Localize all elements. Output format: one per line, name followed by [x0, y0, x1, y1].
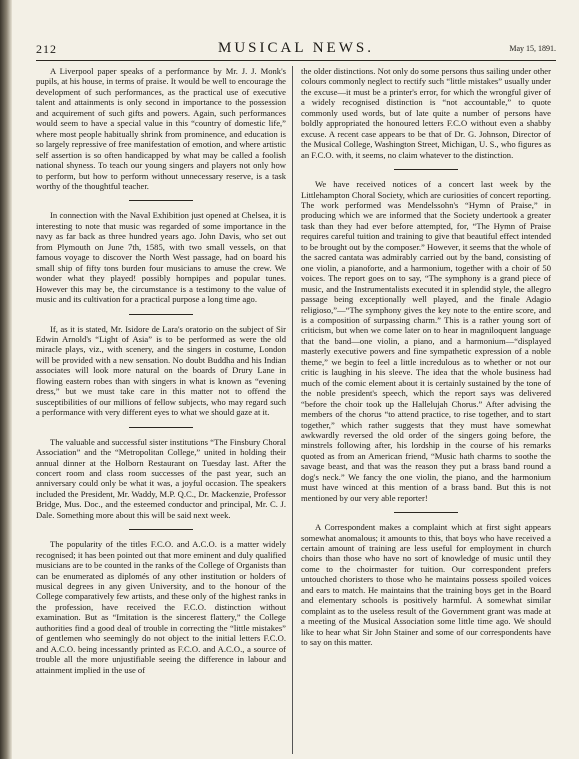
masthead-title: MUSICAL NEWS.: [218, 40, 374, 56]
article-separator: [394, 169, 458, 170]
article-separator: [129, 314, 193, 315]
article-littlehampton-concert: We have received notices of a concert last week by the Littlehampton Choral Society, which are curiosities of concert reporting. The work performed was Mendelssohn's “Hymn of Praise,” in producing which we are informed that the Society undertook a greater task than they had ever before attempted, for, “The Hymn of Praise requires careful tuition and training to give that beautiful effect intended to be brought out by the composer.” However, it seems that the whole of the sacred cantata was admirably carried out by the band, consisting of one violin, a pianoforte, and a harmonium, together with a choir of 50 voices. The report goes on to say, “The symphony is a grand piece of music, and the Instrumentalists executed it in splendid style, the allegro passage being exceptionally well played, and the finale Adagio religioso,”—“The symphony gives the key note to the entire score, and is a composition of surpassing charm.” This is a rather young sort of criticism, but when we come later on to hear in magniloquent language that the band—one violin, a piano, and a harmonium—“displayed masterly executive powers and fine sympathetic expression of a noble theme,” we begin to feel a little incredulous as to whether or not our critic is laughing in his sleeve. The idea that the whole business had much of the comic element about it is certainly sustained by the tone of the noble president's speech, which the report says was delivered “before the choir took up the Hallelujah Chorus.” After advising the members of the chorus “to attend practice, to rise together, and to start together,” which rather suggests that they must have somewhat awkwardly reversed the old order of the singers going before, the minstrels following after, his lordship in the course of his remarks quoted as from an American friend, “Music hath charms to soothe the savage beast, and that was the reason they put a brass band round a dog's neck.” We fancy the one violin, the piano, and the harmonium must have winced at this mention of a brass band. But this is not mentioned by our very able reporter!: [301, 179, 551, 503]
header-rule: [36, 60, 556, 61]
article-separator: [129, 529, 193, 530]
column-divider: [292, 66, 293, 754]
article-light-of-asia: If, as it is stated, Mr. Isidore de Lara's oratorio on the subject of Sir Edwin Arnold's “Light of Asia” is to be performed as were the old miracle plays, viz., with scenery, and the singers in costume, London will be provided with a new sensation. No doubt Buddha and his Indian associates will look more natural on the boards of Drury Lane in flowing eastern robes than with singers in what is known as “evening dress,” but we must take care in this matter not to offend the susceptibilities of our millions of fellow subjects, who may regard such a performance with very different eyes to what we should gaze at it.: [36, 323, 286, 418]
right-column: [301, 66, 551, 754]
page-binding-shadow: [0, 0, 12, 759]
article-naval-exhibition: In connection with the Naval Exhibition just opened at Chelsea, it is interesting to note that music was regarded of some importance in the navy as far back as three hundred years ago. John Davis, who set out from Plymouth on June 7th, 1585, with two small vessels, on that famous voyage to discover the North West passage, had on board his small ship of fifty tons burden four musicians to amuse the crew. We wonder what they played! possibly hornpipes and popular tunes. However this may be, the circumstance is a testimony to the value of music and its cultivation for a practical purpose a long time ago.: [36, 210, 286, 305]
article-fco-aco-titles: The popularity of the titles F.C.O. and A.C.O. is a matter widely recognised; it has been pointed out that more eminent and duly qualified musicians are to be counted in the ranks of the College of Organists than can be enumerated as diplomés of any other institution or holders of musical degrees in any given University, and to the honour of the College comparatively few artists, and these only of the highest ranks in the profession, have received the F.C.O. distinction without examination. But as “Imitation is the sincerest flattery,” the College authorities find a good deal of trouble in correcting the “little mistakes” of gentlemen who seemingly do not object to the initial letters F.C.O. and A.C.O. being incessantly printed as F.C.O. and A.C.O., a source of trouble all the more unjustifiable seeing the difference in labour and attainment implied in the use of: [36, 539, 286, 675]
article-separator: [129, 200, 193, 201]
page-number: 212: [36, 42, 57, 56]
article-fco-aco-continued: the older distinctions. Not only do some persons thus sailing under other colours commonly neglect to rectify such “little mistakes” usually under the excuse—it must be a printer's error, for which the wrongful giver of a widely recognised distinction is “not accountable,” to quote commonly used words, but of late quite a number of persons have boldly appropriated the honoured letters F.C.O without even a shabby excuse. A recent case appears to be that of Dr. G. Johnson, Director of the Musical College, Washington Street, Michigan, U. S., who figures as an F.C.O. with, it seems, no claim whatever to the distinction.: [301, 66, 551, 160]
left-column: [36, 66, 286, 754]
article-correspondent-complaint: A Correspondent makes a complaint which at first sight appears somewhat anomalous; it amounts to this, that boys who have received a certain amount of training are less useful for employment in church choirs than those who have no sort of knowledge of music until they come to the choirmaster for tuition. Our correspondent prefers untouched choristers to those who he maintains possess spoiled voices and ears to match. He maintains that the training boys get in the Board and elementary schools is positively harmful. A somewhat similar complaint as to the useless result of the Government grant was made at a meeting of the Musical Association some little time ago. We should like to hear what Sir John Stainer and some of our correspondents have to say on this matter.: [301, 522, 551, 648]
article-liverpool-performance: A Liverpool paper speaks of a performance by Mr. J. J. Monk's pupils, at his house, in terms of praise. It would be well to encourage the development of such performances, as the practical use of executive talent and attainments is only second in importance to the possession and acquirement of such gifts and powers. Again, such performances would seem to have a special value in this “country of domestic life,” where most people habitually shrink from prominence, and education is so largely repressive of free manifestation of emotion, and where artistic self assertion is so often handicapped by what may be called a foolish national shyness. To teach our young singers and players not only how to perform, but how to perform without unnecessary reserve, is a task worthy of the thoughtful teacher.: [36, 66, 286, 191]
article-separator: [129, 427, 193, 428]
article-finsbury-choral-dinner: The valuable and successful sister institutions “The Finsbury Choral Association” and the “Metropolitan College,” united in holding their annual dinner at the Holborn Restaurant on Tuesday last. After the concert room and class room successes of the past year, such an anniversary could only be what it was, a joyful occasion. The speakers included the President, Mr. Waddy, M.P. Q.C., Dr. Mackenzie, Professor Bridge, Mus. Doc., and the esteemed conductor and principal, Mr. C. J. Dale. Something more about this will be said next week.: [36, 436, 286, 520]
article-separator: [394, 512, 458, 513]
issue-date: May 15, 1891.: [509, 44, 556, 53]
page-header: [36, 40, 556, 58]
